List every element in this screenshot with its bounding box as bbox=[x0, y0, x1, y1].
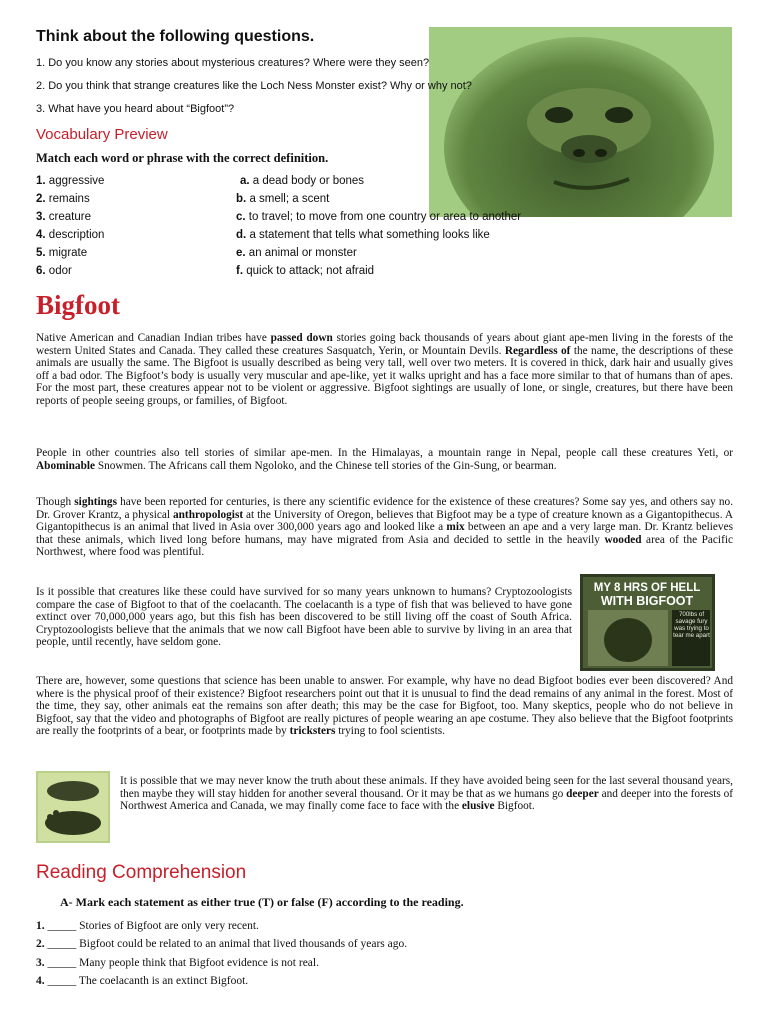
article-paragraph-3: Though sightings have been reported for centuries, is there any scientific evidence for the existence of these creatures? Some say yes, and others say no. Dr. Grover Krantz, a physical anthropologist at the University of Oregon, believes that Bigfoot may be a type of creature known as a Gigantopithecus. A Gigantopithecus is an animal that lived in Asia over 300,000 years ago and looked like a mix between an ape and a very large man. Dr. Krantz believes that these animals, which lived long before humans, may have migrated from Asia and decided to settle in the heavily wooded area of the Pacific Northwest, where food was plentiful. bbox=[36, 496, 734, 559]
vocab-definition: a. a dead body or bones bbox=[240, 175, 365, 187]
vocab-instruction: Match each word or phrase with the correct definition. bbox=[36, 151, 329, 165]
comprehension-item: 3. _____ Many people think that Bigfoot evidence is not real. bbox=[36, 957, 319, 969]
article-paragraph-6: It is possible that we may never know the truth about these animals. If they have avoided being seen for the last several thousand years, then maybe they will stay hidden for another several thousand. Or it may be that as we humans go deeper and deeper into the forests of Northwest America and Canada, we may finally come face to face with the elusive Bigfoot. bbox=[120, 775, 734, 813]
vocab-word: 2. remains bbox=[36, 193, 90, 205]
newspaper-headline-1: MY 8 HRS OF HELL bbox=[593, 582, 701, 594]
newspaper-clipping-image bbox=[580, 574, 715, 671]
vocab-definition: c. to travel; to move from one country or area to another bbox=[236, 211, 522, 223]
vocab-word: 5. migrate bbox=[36, 247, 88, 259]
vocab-word: 3. creature bbox=[36, 211, 91, 223]
comprehension-heading: Reading Comprehension bbox=[36, 862, 247, 883]
article-title: Bigfoot bbox=[36, 290, 120, 320]
article-paragraph-2: People in other countries also tell stories of similar ape-men. In the Himalayas, a mountain range in Nepal, people call these creatures Yeti, or Abominable Snowmen. The Africans call them Ngoloko, and the Chinese tell stories of the Gin-Sung, or bearman. bbox=[36, 447, 733, 472]
comprehension-item: 4. _____ The coelacanth is an extinct Bigfoot. bbox=[36, 975, 249, 987]
vocab-word: 1. aggressive bbox=[36, 175, 105, 187]
questions-heading: Think about the following questions. bbox=[36, 28, 315, 45]
footprints-image bbox=[36, 771, 110, 843]
question-3: 3. What have you heard about “Bigfoot”? bbox=[36, 103, 235, 115]
comprehension-item: 2. _____ Bigfoot could be related to an animal that lived thousands of years ago. bbox=[36, 938, 408, 950]
article-paragraph-4: Is it possible that creatures like these could have survived for so many years unknown to humans? Cryptozoologists compare the case of Bigfoot to that of the coelacanth. The coelacanth is a type of fish that was believed to have gone extinct over 70,000,000 years ago, but this fish has been discovered to be still living off the coast of South Africa. Cryptozoologists believe that the animals that we now call Bigfoot have been able to survive by living in an area that people, until recently, have seldom gone. bbox=[36, 586, 572, 649]
newspaper-caption: 700lbs of savage fury was trying to tear me apart bbox=[673, 611, 710, 639]
vocab-heading: Vocabulary Preview bbox=[36, 126, 168, 143]
article-paragraph-5: There are, however, some questions that science has been unable to answer. For example, why have no dead Bigfoot bodies ever been discovered? And where is the physical proof of their existence? Bigfoot researchers point out that it is unusual to find the dead remains of any animal in the forest. Most of the time, they say, other animals eat the remains son after death; this may be the case for Bigfoot, too. Many skeptics, people who do not believe in Bigfoot, say that the video and photographs of Bigfoot are really pictures of people wearing an ape costume. They also believe that the Bigfoot footprints are really the footprints of a bear, or footprints made by tricksters trying to fool scientists. bbox=[36, 675, 733, 738]
question-2: 2. Do you think that strange creatures like the Loch Ness Monster exist? Why or why not? bbox=[36, 80, 472, 92]
vocab-definition: d. a statement that tells what something looks like bbox=[236, 229, 490, 241]
vocab-word: 6. odor bbox=[36, 265, 72, 277]
vocab-word: 4. description bbox=[36, 229, 105, 241]
vocab-definition: b. a smell; a scent bbox=[236, 193, 330, 205]
comprehension-item: 1. _____ Stories of Bigfoot are only very recent. bbox=[36, 920, 259, 932]
newspaper-headline-2: WITH BIGFOOT bbox=[600, 594, 694, 608]
article-paragraph-1: Native American and Canadian Indian tribes have passed down stories going back thousands of years about giant ape-men living in the forests of the western United States and Canada. They called these creatures Sasquatch, Yerin, or Mountain Devils. Regardless of the name, the descriptions of these animals are usually the same. The Bigfoot is usually described as being very tall, well over two meters. It is covered in thick, dark hair and usually gives off a bad odor. The Bigfoot’s body is usually very muscular and ape-like, yet it walks upright and has a face more similar to that of humans than of apes. For the most part, these creatures appear not to be violent or aggressive. Bigfoot sightings are usually of lone, or single, creatures, but there have been reports of people seeing groups, or families, of Bigfoot. bbox=[36, 332, 733, 407]
question-1: 1. Do you know any stories about mysterious creatures? Where were they seen? bbox=[36, 57, 430, 69]
bigfoot-face-photo bbox=[429, 27, 732, 217]
vocab-definition: f. quick to attack; not afraid bbox=[236, 265, 375, 277]
vocab-definition: e. an animal or monster bbox=[236, 247, 357, 259]
comprehension-instruction: A- Mark each statement as either true (T) or false (F) according to the reading. bbox=[60, 895, 464, 909]
